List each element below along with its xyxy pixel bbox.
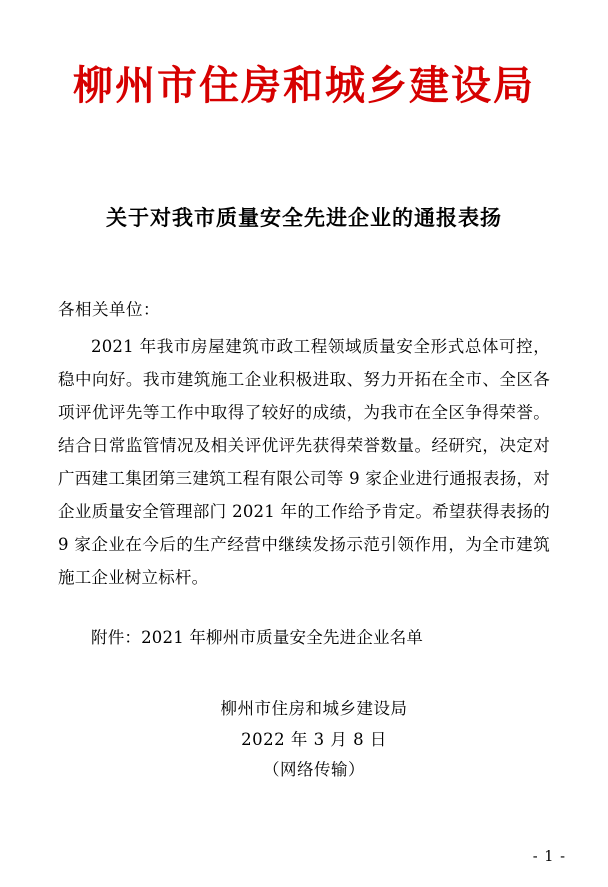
attachment-line: 附件：2021 年柳州市质量安全先进企业名单 xyxy=(91,628,424,647)
signature-note: （网络传输） xyxy=(263,760,365,780)
signature-block xyxy=(58,694,550,786)
signature-organization: 柳州市住房和城乡建设局 xyxy=(220,699,408,718)
body-paragraph: 2021 年我市房屋建筑市政工程领域质量安全形式总体可控，稳中向好。我市建筑施工企业积极进取、努力开拓在全市、全区各项评优评先等工作中取得了较好的成绩，为我市在全区争得荣誉。结合日常监管情况及相关评优评先获得荣誉数量。经研究，决定对广西建工集团第三建筑工程有限公司等 9 家企业进行通报表扬，对企业质量安全管理部门 2021 年的工作给予肯定。希望获得表扬的 9 家企业在今后的生产经营中继续发扬示范引领作用，为全市建筑施工企业树立标杆。 xyxy=(58,337,550,587)
page-number: - 1 - xyxy=(532,849,566,865)
document-header-organization: 柳州市住房和城乡建设局 xyxy=(73,62,535,109)
document-body xyxy=(58,296,550,786)
document-page xyxy=(0,62,608,887)
signature-date: 2022 年 3 月 8 日 xyxy=(241,729,387,749)
document-title: 关于对我市质量安全先进企业的通报表扬 xyxy=(106,205,502,230)
salutation: 各相关单位： xyxy=(58,300,160,319)
